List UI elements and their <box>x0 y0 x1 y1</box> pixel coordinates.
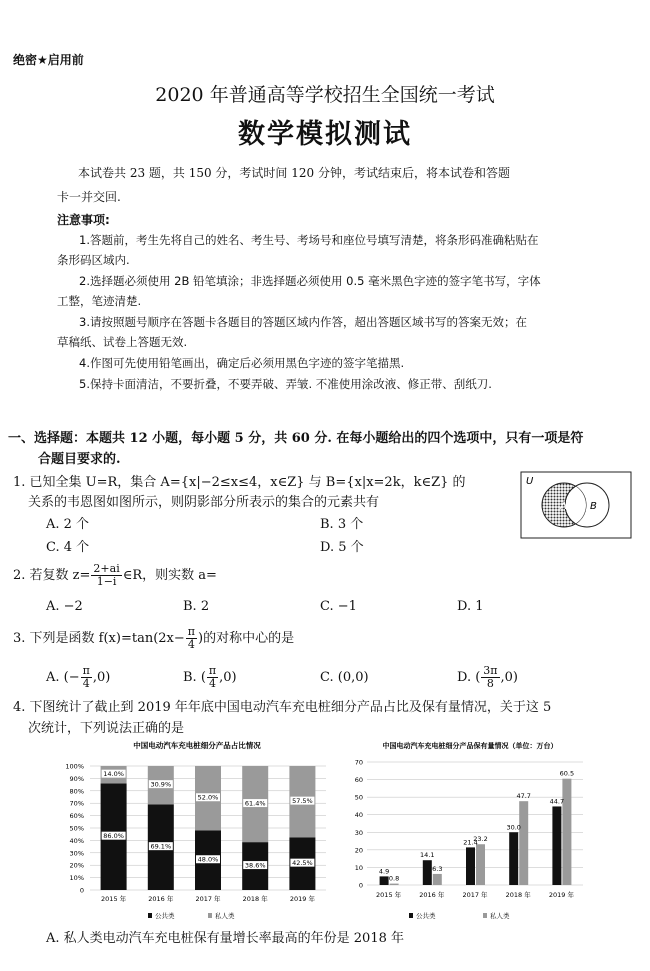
section-heading-2: 合题目要求的. <box>38 452 121 467</box>
q3-option-c <box>320 662 369 692</box>
count-chart <box>345 738 590 924</box>
q3-opt-d-num: 3π <box>483 663 498 677</box>
section-heading: 一、选择题：本题共 12 小题，每小题 5 分，共 60 分. 在每小题给出的四个选项中，只有一项是符 <box>8 431 584 446</box>
q1-stem-2: 关系的韦恩图如图所示，则阴影部分所表示的集合的元素共有 <box>28 495 380 510</box>
exam-title: 2020 年普通高等学校招生全国统一考试 <box>155 84 495 106</box>
q3-frac-num: π <box>187 624 195 638</box>
share-chart <box>56 738 338 924</box>
q2-option-c: C. −1 <box>320 599 357 614</box>
count-bar-private <box>390 884 399 885</box>
q4-stem-1: 4. 下图统计了截止到 2019 年年底中国电动汽车充电桩细分产品占比及保有量情况，关于这 5 <box>13 700 552 715</box>
notes-heading: 注意事项: <box>57 213 110 227</box>
count-bar-public <box>423 860 432 885</box>
note-line: 条形码区域内. <box>57 253 130 267</box>
q3-opt-b-num: π <box>208 663 217 677</box>
count-data-label: 23.2 <box>473 835 488 844</box>
q3-opt-b-frac <box>207 665 218 690</box>
legend-swatch-public <box>148 913 152 918</box>
share-xtick-label: 2015 年 <box>101 895 127 903</box>
q2-option-d: D. 1 <box>457 599 484 614</box>
q3-opt-a-pre: A. (− <box>46 669 80 685</box>
note-line: 工整，笔迹清楚. <box>57 294 142 308</box>
count-bar-private <box>519 801 528 885</box>
legend-swatch-public <box>409 913 413 918</box>
share-data-label: 42.5% <box>292 859 313 868</box>
q3-stem-pre: 3. 下列是函数 f(x)=tan(2x− <box>13 630 185 646</box>
count-xtick-label: 2016 年 <box>419 891 445 899</box>
share-xtick-label: 2016 年 <box>148 895 174 903</box>
q1-option-a: A. 2 个 <box>46 517 90 532</box>
share-ytick-label: 20% <box>69 861 84 870</box>
count-ytick-label: 10 <box>354 863 363 872</box>
legend-label-public: 公共类 <box>155 912 175 920</box>
count-ytick-label: 70 <box>354 758 363 767</box>
count-bar-private <box>433 874 442 885</box>
q3-opt-b-den: 4 <box>209 676 216 690</box>
venn-a-label: A <box>560 501 567 512</box>
count-bar-public <box>466 847 475 885</box>
count-xtick-label: 2019 年 <box>548 891 574 899</box>
legend-swatch-private <box>483 913 487 918</box>
share-data-label: 61.4% <box>244 799 266 808</box>
note-line: 1.答题前，考生先将自己的姓名、考生号、考场号和座位号填写清楚，将条形码准确粘贴在 <box>79 233 539 247</box>
q2-option-b: B. 2 <box>183 599 210 614</box>
share-ytick-label: 60% <box>69 812 84 821</box>
q1-option-c: C. 4 个 <box>46 540 90 555</box>
share-ytick-label: 30% <box>69 849 84 858</box>
count-xtick-label: 2017 年 <box>462 891 488 899</box>
share-ytick-label: 0 <box>79 886 84 895</box>
q2-stem <box>13 558 217 592</box>
share-chart-title: 中国电动汽车充电桩细分产品占比情况 <box>133 741 261 750</box>
venn-u-label: U <box>526 476 534 487</box>
share-ytick-label: 100% <box>65 762 84 771</box>
secret-label: 绝密★启用前 <box>13 53 84 67</box>
q2-stem-post: ∈R，则实数 a= <box>122 567 217 583</box>
share-ytick-label: 40% <box>69 836 84 845</box>
q3-opt-a-post: ,0) <box>92 669 111 685</box>
count-chart-title: 中国电动汽车充电桩细分产品保有量情况（单位：万台） <box>382 742 558 750</box>
q3-opt-d-pre: D. ( <box>457 669 481 685</box>
intro-line-1: 本试卷共 23 题，共 150 分，考试时间 120 分钟，考试结束后，将本试卷和答题 <box>78 166 510 180</box>
count-ytick-label: 0 <box>358 881 363 890</box>
count-ytick-label: 50 <box>354 793 363 802</box>
q3-opt-c-text: C. (0,0) <box>320 669 369 685</box>
share-data-label: 69.1% <box>150 842 172 851</box>
count-bar-private <box>562 779 571 885</box>
count-data-label: 47.7 <box>516 792 531 801</box>
count-data-label: 21.4 <box>463 838 478 847</box>
count-bar-public <box>552 806 561 885</box>
share-xtick-label: 2017 年 <box>195 895 221 903</box>
count-data-label: 30.0 <box>506 823 521 832</box>
q2-option-a: A. −2 <box>46 599 83 614</box>
note-line: 4.作图可先使用铅笔画出，确定后必须用黑色字迹的签字笔描黑. <box>79 356 405 370</box>
share-xtick-label: 2018 年 <box>242 895 268 903</box>
q3-opt-a-num: π <box>82 663 90 677</box>
count-data-label: 6.3 <box>432 864 443 873</box>
count-data-label: 44.7 <box>549 797 565 806</box>
q3-option-d <box>457 662 518 692</box>
count-bar-public <box>380 876 389 885</box>
q2-frac-den: 1−i <box>96 574 117 588</box>
count-ytick-label: 60 <box>354 776 363 785</box>
count-bar-private <box>476 844 485 885</box>
q3-fraction <box>186 626 197 651</box>
note-line: 草稿纸、试卷上答题无效. <box>57 335 188 349</box>
share-data-label: 30.9% <box>150 780 172 789</box>
q1-stem-1: 1. 已知全集 U=R，集合 A={x|−2≤x≤4，x∈Z} 与 B={x|x=2k，k∈Z} 的 <box>13 475 466 490</box>
q3-opt-b-post: ,0) <box>219 669 237 685</box>
q1-option-d: D. 5 个 <box>320 540 364 555</box>
q3-option-b <box>183 662 237 692</box>
count-chart-legend <box>409 911 510 920</box>
share-xtick-label: 2019 年 <box>289 895 315 903</box>
q2-stem-pre: 2. 若复数 z= <box>13 567 91 583</box>
intro-line-2: 卡一并交回. <box>57 190 121 204</box>
legend-label-private: 私人类 <box>215 912 235 920</box>
q3-opt-d-frac <box>481 665 499 690</box>
share-chart-legend <box>148 911 235 920</box>
q3-opt-a-den: 4 <box>82 676 90 690</box>
share-ytick-label: 70% <box>69 799 84 808</box>
legend-label-private: 私人类 <box>490 912 510 920</box>
share-data-label: 48.0% <box>197 855 219 864</box>
share-data-label: 86.0% <box>103 832 124 841</box>
q4-option-a: A. 私人类电动汽车充电桩保有量增长率最高的年份是 2018 年 <box>46 931 405 946</box>
q3-stem <box>13 621 294 655</box>
q4-stem-2: 次统计，下列说法正确的是 <box>28 721 185 736</box>
share-ytick-label: 90% <box>69 774 84 783</box>
note-line: 2.选择题必须使用 2B 铅笔填涂；非选择题必须使用 0.5 毫米黑色字迹的签字笔书写，字体 <box>79 274 541 288</box>
q2-frac-num: 2+ai <box>93 561 120 575</box>
share-ytick-label: 50% <box>69 824 84 833</box>
count-data-label: 14.1 <box>420 851 435 860</box>
q3-option-a <box>46 662 110 692</box>
count-data-label: 0.8 <box>388 874 400 883</box>
share-data-label: 14.0% <box>103 770 124 779</box>
count-xtick-label: 2015 年 <box>376 891 402 899</box>
share-ytick-label: 80% <box>69 787 84 796</box>
note-line: 3.请按照题号顺序在答题卡各题目的答题区域内作答，超出答题区域书写的答案无效；在 <box>79 315 527 329</box>
q3-opt-d-post: ,0) <box>500 669 519 685</box>
count-data-label: 4.9 <box>378 867 390 876</box>
venn-diagram <box>520 471 632 539</box>
count-chart-bars <box>379 770 574 885</box>
count-bar-public <box>509 832 518 885</box>
count-ytick-label: 40 <box>354 811 363 820</box>
share-data-label: 57.5% <box>292 797 313 806</box>
q3-opt-d-den: 8 <box>486 676 494 690</box>
legend-label-public: 公共类 <box>416 912 436 920</box>
note-line: 5.保持卡面清洁，不要折叠，不要弄破、弄皱. 不准使用涂改液、修正带、刮纸刀. <box>79 377 492 391</box>
q2-fraction <box>91 563 121 588</box>
venn-b-label: B <box>590 501 597 512</box>
main-title: 数学模拟测试 <box>238 119 412 150</box>
legend-swatch-private <box>208 913 212 918</box>
count-xtick-label: 2018 年 <box>505 891 531 899</box>
count-ytick-label: 30 <box>354 828 363 837</box>
share-data-label: 52.0% <box>197 793 219 802</box>
q3-opt-a-frac <box>81 665 92 690</box>
notes-list <box>57 232 617 396</box>
count-ytick-label: 20 <box>354 846 363 855</box>
q3-frac-den: 4 <box>187 637 195 651</box>
q1-option-b: B. 3 个 <box>320 517 364 532</box>
q3-opt-b-pre: B. ( <box>183 669 206 685</box>
share-ytick-label: 10% <box>69 874 84 883</box>
q3-stem-post: )的对称中心的是 <box>198 630 295 646</box>
count-data-label: 60.5 <box>559 769 575 778</box>
share-data-label: 38.6% <box>244 861 266 870</box>
